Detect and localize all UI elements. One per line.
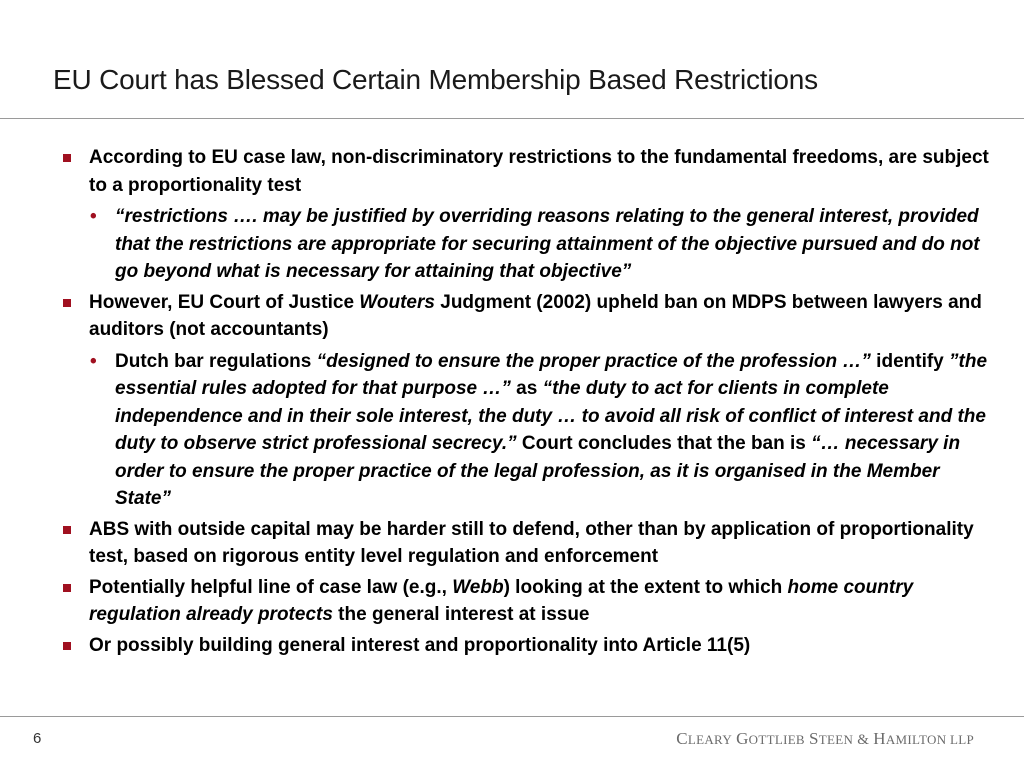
square-bullet-icon: [63, 526, 71, 534]
round-bullet-icon: •: [90, 206, 97, 227]
sub-bullet-text: as: [510, 378, 543, 399]
title-divider: [0, 118, 1024, 119]
bullet-case-law: [62, 144, 992, 199]
square-bullet-icon: [63, 584, 71, 592]
bullet-text: ABS with outside capital may be harder still to defend, other than by application of proportionality test, based on rigorous entity level regulation and enforcement: [89, 518, 974, 567]
sub-bullet-text: identify: [870, 350, 950, 372]
bullet-text: Potentially helpful line of case law (e.g.,: [89, 576, 453, 598]
bullet-text: Or possibly building general interest and proportionality into Article 11(5): [89, 634, 751, 656]
bullet-text: According to EU case law, non-discriminatory restrictions to the fundamental freedoms, are subject to a proportionality test: [89, 147, 989, 196]
bullet-text: the general interest at issue: [332, 604, 590, 625]
footer-divider: [0, 716, 1024, 717]
quote: “the duty to act for clients in complete independence and in their sole interest, the duty … to avoid all risk of conflict of interest and the duty to observe strict professional secrecy.”: [115, 378, 986, 454]
emphasis: home country regulation already protects: [89, 576, 914, 625]
bullet-wouters: [62, 289, 992, 344]
square-bullet-icon: [63, 154, 71, 162]
quote: “designed to ensure the proper practice of the profession …”: [316, 350, 871, 372]
sub-bullet-text: Dutch bar regulations: [115, 350, 317, 372]
square-bullet-icon: [63, 299, 71, 307]
firm-logo: CLEARY GOTTLIEB STEEN & HAMILTON LLP: [676, 729, 974, 748]
slide-title: EU Court has Blessed Certain Membership Based Restrictions: [53, 64, 818, 95]
sub-bullet-text: Court concludes that the ban is: [516, 433, 812, 454]
slide-content: [62, 144, 992, 662]
quote: ”the essential rules adopted for that purpose …”: [115, 350, 988, 399]
bullet-webb: [62, 574, 992, 629]
bullet-abs: [62, 516, 992, 571]
sub-bullet-text: “restrictions …. may be justified by overriding reasons relating to the general interest, provided that the restrictions are appropriate for securing attainment of the objective pursued and do not go beyond what is necessary for attaining that objective”: [115, 206, 980, 282]
case-name-wouters: Wouters: [359, 291, 435, 313]
sub-bullet-dutch-bar: [62, 348, 992, 513]
case-name-webb: Webb: [452, 576, 504, 598]
sub-bullet-restrictions-quote: [62, 203, 992, 286]
round-bullet-icon: •: [90, 350, 97, 372]
bullet-text: Judgment (2002) upheld ban on MDPS between lawyers and auditors (not accountants): [89, 291, 982, 340]
page-number: 6: [33, 730, 42, 747]
square-bullet-icon: [63, 642, 71, 650]
bullet-text: ) looking at the extent to which: [503, 576, 788, 598]
bullet-text: However, EU Court of Justice: [89, 291, 360, 313]
bullet-article-11: [62, 632, 992, 660]
quote: “… necessary in order to ensure the proper practice of the legal profession, as it is organised in the Member State”: [115, 433, 961, 509]
